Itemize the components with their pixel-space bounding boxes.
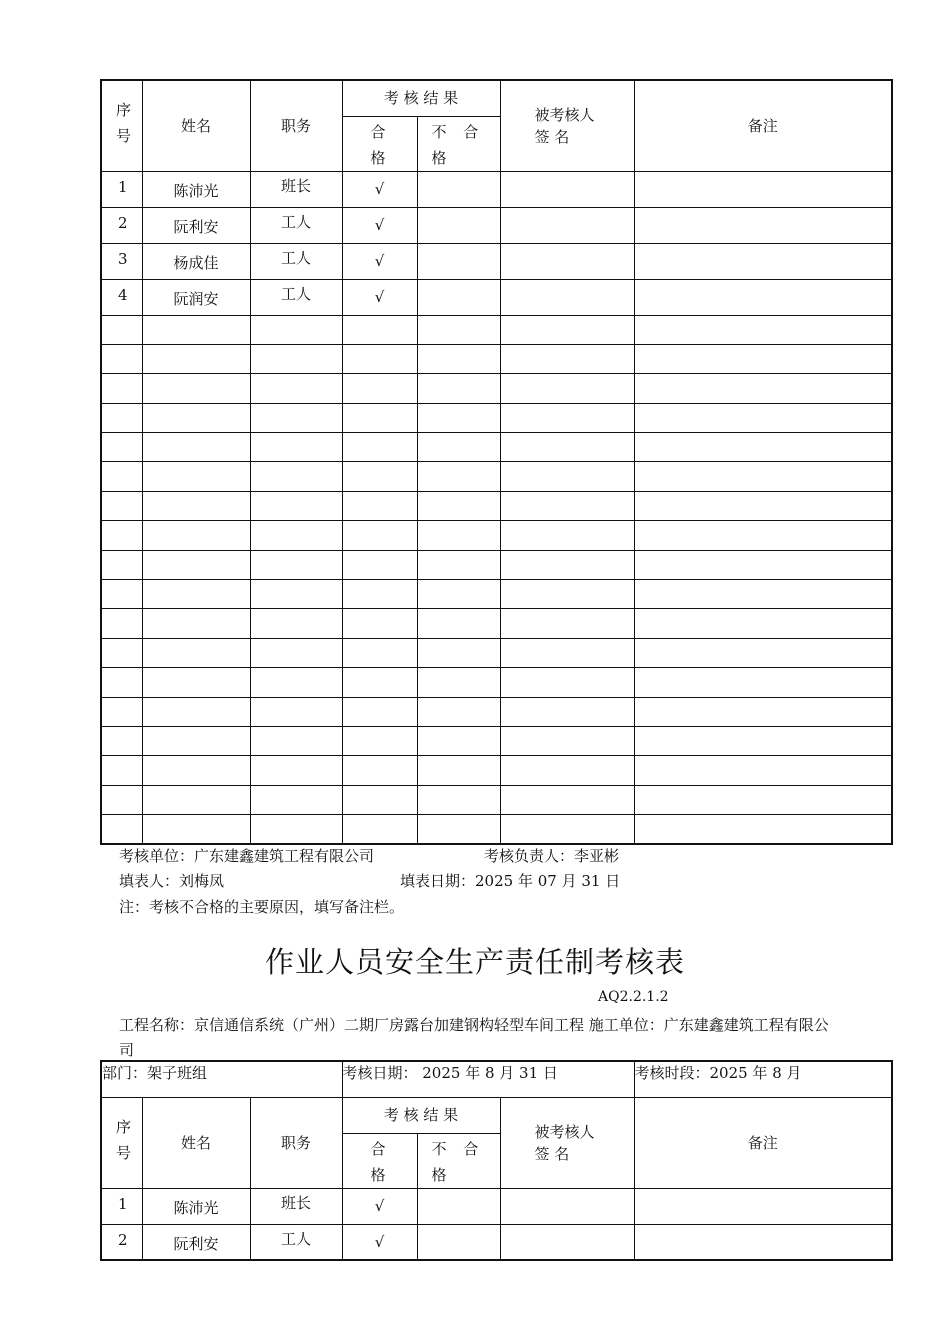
assessment-date: 考核日期： 2025 年 8 月 31 日	[342, 1061, 634, 1097]
empty-cell[interactable]	[342, 697, 417, 726]
header-name: 姓名	[142, 1097, 250, 1188]
empty-cell[interactable]	[500, 815, 634, 844]
empty-cell[interactable]	[417, 815, 500, 844]
empty-cell[interactable]	[500, 785, 634, 814]
empty-cell[interactable]	[101, 550, 142, 579]
empty-cell[interactable]	[142, 580, 250, 609]
empty-cell[interactable]	[500, 344, 634, 373]
empty-cell[interactable]	[342, 462, 417, 491]
empty-cell[interactable]	[342, 609, 417, 638]
empty-table-row	[101, 609, 892, 638]
empty-cell[interactable]	[342, 756, 417, 785]
empty-cell[interactable]	[500, 697, 634, 726]
empty-cell[interactable]	[634, 638, 892, 667]
empty-cell[interactable]	[634, 756, 892, 785]
empty-table-row	[101, 668, 892, 697]
empty-cell[interactable]	[634, 315, 892, 344]
empty-cell[interactable]	[417, 315, 500, 344]
empty-cell[interactable]	[142, 785, 250, 814]
project-name: 工程名称：京信通信系统（广州）二期厂房露台加建钢构轻型车间工程 施工单位：广东建鑫建筑工程有限公	[119, 1016, 829, 1034]
empty-cell[interactable]	[250, 433, 342, 462]
empty-cell[interactable]	[142, 815, 250, 844]
empty-cell[interactable]	[250, 521, 342, 550]
empty-cell[interactable]	[500, 638, 634, 667]
empty-cell[interactable]	[142, 550, 250, 579]
empty-table-row	[101, 403, 892, 432]
empty-cell[interactable]	[250, 550, 342, 579]
empty-cell[interactable]	[250, 403, 342, 432]
empty-table-row	[101, 491, 892, 520]
empty-cell[interactable]	[417, 668, 500, 697]
empty-cell[interactable]	[342, 580, 417, 609]
header-seq: 序号	[101, 1097, 142, 1188]
empty-cell[interactable]	[142, 668, 250, 697]
empty-cell[interactable]	[250, 609, 342, 638]
empty-cell[interactable]	[142, 462, 250, 491]
header-remark: 备注	[634, 80, 892, 171]
empty-cell[interactable]	[250, 785, 342, 814]
empty-cell[interactable]	[634, 433, 892, 462]
empty-cell[interactable]	[417, 785, 500, 814]
project-name-continued: 司	[119, 1041, 135, 1059]
empty-cell[interactable]	[101, 668, 142, 697]
empty-cell[interactable]	[142, 374, 250, 403]
header-remark: 备注	[634, 1097, 892, 1188]
header-name: 姓名	[142, 80, 250, 171]
empty-cell[interactable]	[250, 726, 342, 755]
empty-table-row	[101, 785, 892, 814]
empty-cell[interactable]	[417, 638, 500, 667]
empty-cell[interactable]	[634, 462, 892, 491]
empty-cell[interactable]	[101, 726, 142, 755]
empty-table-row	[101, 344, 892, 373]
empty-table-row	[101, 815, 892, 844]
empty-cell[interactable]	[634, 609, 892, 638]
empty-table-row	[101, 550, 892, 579]
empty-table-row	[101, 374, 892, 403]
empty-cell[interactable]	[342, 491, 417, 520]
empty-cell[interactable]	[634, 785, 892, 814]
empty-cell[interactable]	[500, 668, 634, 697]
empty-table-row	[101, 315, 892, 344]
empty-cell[interactable]	[342, 785, 417, 814]
empty-cell[interactable]	[101, 785, 142, 814]
empty-table-row	[101, 462, 892, 491]
empty-cell[interactable]	[142, 521, 250, 550]
empty-cell[interactable]	[250, 344, 342, 373]
form-code: AQ2.2.1.2	[598, 989, 669, 1005]
empty-cell[interactable]	[500, 491, 634, 520]
empty-cell[interactable]	[634, 815, 892, 844]
empty-cell[interactable]	[500, 726, 634, 755]
empty-cell[interactable]	[634, 726, 892, 755]
empty-cell[interactable]	[142, 344, 250, 373]
empty-cell[interactable]	[342, 668, 417, 697]
empty-cell[interactable]	[500, 374, 634, 403]
empty-cell[interactable]	[500, 580, 634, 609]
empty-cell[interactable]	[417, 491, 500, 520]
empty-cell[interactable]	[101, 638, 142, 667]
fill-date: 填表日期：2025 年 07 月 31 日	[400, 872, 621, 890]
table-row: 4 阮润安 工人 √	[101, 279, 892, 315]
empty-cell[interactable]	[634, 344, 892, 373]
assessment-table-2	[100, 1060, 893, 1261]
empty-cell[interactable]	[417, 462, 500, 491]
empty-cell[interactable]	[634, 374, 892, 403]
empty-cell[interactable]	[101, 521, 142, 550]
empty-cell[interactable]	[101, 580, 142, 609]
empty-cell[interactable]	[417, 344, 500, 373]
empty-cell[interactable]	[142, 697, 250, 726]
empty-cell[interactable]	[101, 374, 142, 403]
header-result: 考 核 结 果	[342, 1097, 500, 1133]
empty-cell[interactable]	[101, 403, 142, 432]
empty-cell[interactable]	[101, 462, 142, 491]
header-signature: 被考核人 签 名	[500, 1097, 634, 1188]
assessment-table-1	[100, 79, 893, 845]
empty-cell[interactable]	[250, 756, 342, 785]
empty-cell[interactable]	[250, 374, 342, 403]
empty-cell[interactable]	[101, 815, 142, 844]
table-row: 2 阮利安 工人 √	[101, 207, 892, 243]
empty-cell[interactable]	[142, 638, 250, 667]
empty-cell[interactable]	[250, 580, 342, 609]
empty-cell[interactable]	[250, 638, 342, 667]
empty-cell[interactable]	[417, 521, 500, 550]
empty-cell[interactable]	[417, 403, 500, 432]
empty-cell[interactable]	[417, 609, 500, 638]
empty-cell[interactable]	[500, 550, 634, 579]
table-row: 1 陈沛光 班长 √	[101, 171, 892, 207]
empty-table-row	[101, 756, 892, 785]
empty-cell[interactable]	[500, 462, 634, 491]
empty-cell[interactable]	[342, 433, 417, 462]
assessment-period: 考核时段：2025 年 8 月	[634, 1061, 892, 1097]
footnote: 注：考核不合格的主要原因，填写备注栏。	[119, 898, 405, 916]
empty-cell[interactable]	[342, 726, 417, 755]
empty-cell[interactable]	[342, 344, 417, 373]
empty-cell[interactable]	[634, 668, 892, 697]
empty-cell[interactable]	[500, 521, 634, 550]
empty-cell[interactable]	[342, 374, 417, 403]
empty-cell[interactable]	[101, 433, 142, 462]
empty-table-row	[101, 580, 892, 609]
assessment-leader: 考核负责人：李亚彬	[484, 847, 620, 865]
empty-table-row	[101, 521, 892, 550]
empty-cell[interactable]	[634, 550, 892, 579]
empty-cell[interactable]	[250, 491, 342, 520]
header-result: 考 核 结 果	[342, 80, 500, 116]
empty-cell[interactable]	[634, 697, 892, 726]
empty-cell[interactable]	[417, 726, 500, 755]
empty-cell[interactable]	[250, 462, 342, 491]
empty-table-row	[101, 433, 892, 462]
empty-cell[interactable]	[417, 374, 500, 403]
empty-cell[interactable]	[417, 550, 500, 579]
empty-cell[interactable]	[417, 697, 500, 726]
empty-cell[interactable]	[342, 521, 417, 550]
empty-cell[interactable]	[342, 638, 417, 667]
empty-cell[interactable]	[342, 550, 417, 579]
empty-cell[interactable]	[417, 433, 500, 462]
header-fail: 不 合 格	[417, 1133, 500, 1188]
header-fail: 不 合 格	[417, 116, 500, 171]
header-pass: 合格	[342, 116, 417, 171]
empty-cell[interactable]	[500, 609, 634, 638]
empty-cell[interactable]	[101, 609, 142, 638]
empty-cell[interactable]	[101, 491, 142, 520]
header-seq: 序号	[101, 80, 142, 171]
table-row: 3 杨成佳 工人 √	[101, 243, 892, 279]
empty-cell[interactable]	[500, 433, 634, 462]
empty-cell[interactable]	[142, 726, 250, 755]
empty-cell[interactable]	[101, 315, 142, 344]
table-row: 1 陈沛光 班长 √	[101, 1188, 892, 1224]
empty-table-row	[101, 726, 892, 755]
department: 部门：架子班组	[101, 1061, 342, 1097]
empty-cell[interactable]	[142, 756, 250, 785]
empty-cell[interactable]	[342, 403, 417, 432]
empty-cell[interactable]	[142, 315, 250, 344]
empty-cell[interactable]	[250, 697, 342, 726]
table-row: 2 阮利安 工人 √	[101, 1224, 892, 1260]
page-title: 作业人员安全生产责任制考核表	[264, 945, 685, 979]
empty-cell[interactable]	[634, 521, 892, 550]
empty-cell[interactable]	[634, 403, 892, 432]
empty-cell[interactable]	[417, 756, 500, 785]
empty-cell[interactable]	[500, 403, 634, 432]
empty-cell[interactable]	[342, 315, 417, 344]
empty-cell[interactable]	[500, 756, 634, 785]
empty-cell[interactable]	[250, 315, 342, 344]
empty-rows	[101, 315, 892, 844]
empty-cell[interactable]	[250, 668, 342, 697]
empty-cell[interactable]	[342, 815, 417, 844]
empty-cell[interactable]	[500, 315, 634, 344]
empty-cell[interactable]	[142, 491, 250, 520]
empty-cell[interactable]	[142, 433, 250, 462]
empty-table-row	[101, 697, 892, 726]
header-position: 职务	[250, 80, 342, 171]
empty-cell[interactable]	[250, 815, 342, 844]
empty-cell[interactable]	[101, 756, 142, 785]
empty-cell[interactable]	[417, 580, 500, 609]
empty-cell[interactable]	[142, 403, 250, 432]
assessing-unit: 考核单位：广东建鑫建筑工程有限公司	[119, 847, 375, 865]
header-position: 职务	[250, 1097, 342, 1188]
empty-cell[interactable]	[101, 697, 142, 726]
empty-cell[interactable]	[634, 580, 892, 609]
empty-table-row	[101, 638, 892, 667]
header-pass: 合格	[342, 1133, 417, 1188]
empty-cell[interactable]	[101, 344, 142, 373]
form-filler: 填表人：刘梅凤	[119, 872, 225, 890]
empty-cell[interactable]	[634, 491, 892, 520]
header-signature: 被考核人 签 名	[500, 80, 634, 171]
empty-cell[interactable]	[142, 609, 250, 638]
